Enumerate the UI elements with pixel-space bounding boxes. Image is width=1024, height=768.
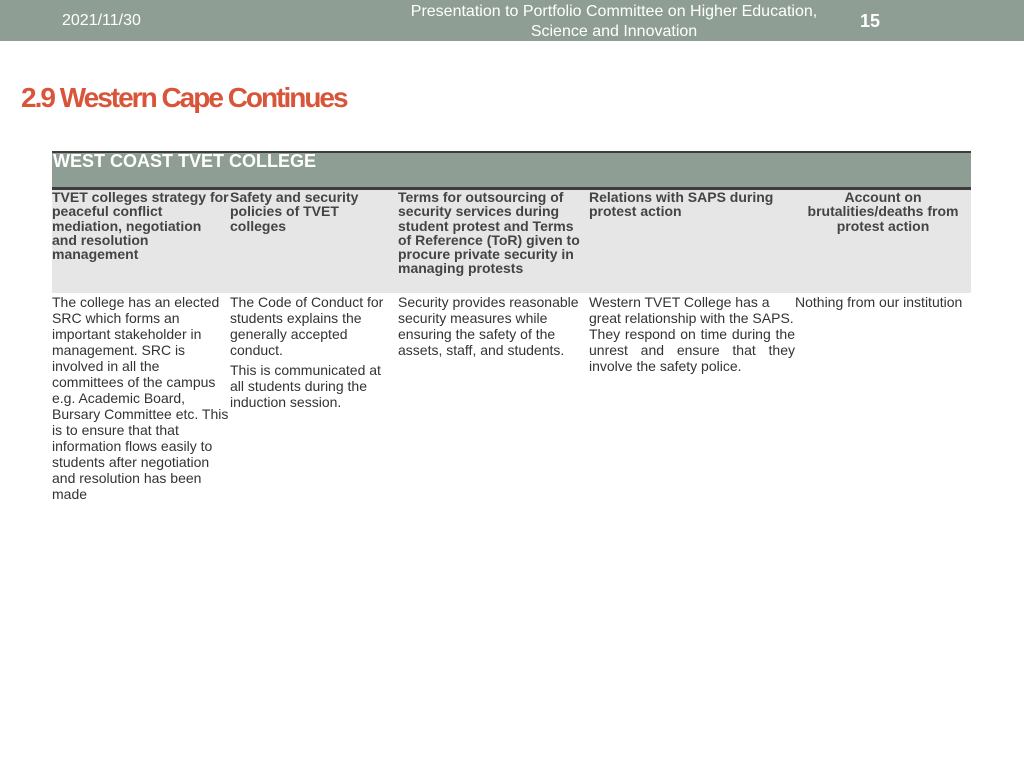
cell-policies <box>230 294 398 502</box>
header-bar <box>0 0 1024 41</box>
slide-date: 2021/11/30 <box>62 12 141 29</box>
column-header-outsourcing: Terms for outsourcing of security services during student protest and Terms of Reference (ToR) given to procure private security in managing protests <box>398 189 580 277</box>
cell-outsourcing: Security provides reasonable security measures while ensuring the safety of the assets, staff, and students. <box>398 294 579 358</box>
cell-policies-paragraph-2: This is communicated at all students during the induction session. <box>230 362 381 410</box>
cell-saps-paragraph-1: Western TVET College has a great relationship with the SAPS. <box>589 294 794 326</box>
college-table <box>52 151 971 502</box>
presentation-title-line2: Science and Innovation <box>530 23 698 40</box>
column-header-saps: Relations with SAPS during protest action <box>589 189 774 220</box>
cell-account: Nothing from our institution <box>795 294 963 310</box>
page-number: 15 <box>859 11 881 31</box>
cell-saps <box>589 294 795 502</box>
column-header-account: Account on brutalities/deaths from protest action <box>807 189 959 234</box>
cell-saps-paragraph-2: They respond on time during the unrest and ensure that they involve the safety police. <box>589 326 795 374</box>
college-name-bar: WEST COAST TVET COLLEGE <box>52 151 971 190</box>
table-row <box>52 293 971 502</box>
slide-title: 2.9 Western Cape Continues <box>21 82 347 113</box>
column-header-strategy: TVET colleges strategy for peaceful conflict mediation, negotiation and resolution management <box>52 189 229 263</box>
column-header-policies: Safety and security policies of TVET colleges <box>230 189 359 234</box>
presentation-title-line1: Presentation to Portfolio Committee on Higher Education, <box>410 3 818 20</box>
table-header-row <box>52 190 971 293</box>
presentation-title <box>392 2 836 42</box>
cell-strategy: The college has an elected SRC which forms an important stakeholder in management. SRC is involved in all the committees of the campus e.g. Academic Board, Bursary Committee etc. This is to ensure that that information flows easily to students after negotiation and resolution has been made <box>52 294 229 502</box>
cell-policies-paragraph-1: The Code of Conduct for students explains the generally accepted conduct. <box>230 294 384 358</box>
